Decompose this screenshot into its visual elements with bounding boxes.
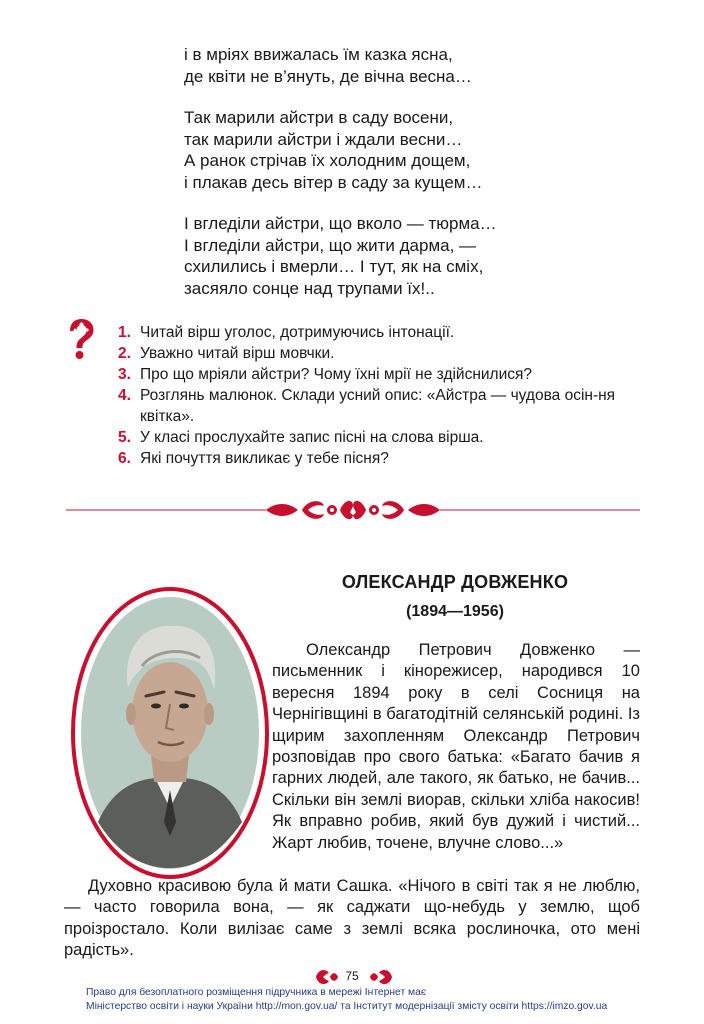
question-number: 3. — [118, 366, 131, 383]
footer — [86, 986, 646, 1014]
question-text: Уважно читай вірш мовчки. — [140, 345, 335, 362]
question-text: У класі прослухайте запис пісні на слова вірша. — [140, 429, 484, 446]
question-item — [118, 343, 640, 364]
footer-line: Право для безоплатного розміщення підручника в мережі Інтернет має — [86, 987, 427, 998]
questions-list — [118, 322, 640, 469]
question-item — [118, 448, 640, 469]
poem-stanza — [184, 44, 624, 87]
poem-line: Так марили айстри в саду восени, — [184, 108, 454, 127]
poem-line: де квіти не в’януть, де вічна весна… — [184, 66, 472, 86]
question-number: 1. — [118, 324, 131, 341]
question-text: Про що мріяли айстри? Чому їхні мрії не здійснилися? — [140, 366, 533, 383]
question-number: 5. — [118, 429, 131, 446]
question-number: 2. — [118, 345, 131, 362]
poem-line: А ранок стрічав їх холодним дощем, — [184, 151, 471, 170]
ornament-divider-icon — [66, 496, 640, 524]
question-text: Які почуття викликає у тебе пісня? — [140, 450, 389, 467]
page-number: 75 — [345, 969, 359, 983]
poem-line: схилились і вмерли… І тут, як на сміх, — [184, 257, 484, 276]
bio-title: ОЛЕКСАНДР ДОВЖЕНКО — [341, 572, 569, 592]
portrait-image — [70, 586, 270, 880]
question-item — [118, 322, 640, 343]
question-number: 4. — [118, 387, 131, 404]
question-item — [118, 364, 640, 385]
question-item — [118, 427, 640, 448]
footer-line: Міністерство освіти і науки України http://mon.gov.ua/ та Інститут модернізації змісту освіти https://imzo.gov.ua — [86, 1001, 608, 1012]
bio-years: (1894—1956) — [406, 603, 504, 620]
poem-line: і плакав десь вітер в саду за кущем… — [184, 172, 483, 192]
poem-stanza — [184, 107, 624, 193]
question-item — [118, 385, 640, 427]
poem-stanza — [184, 213, 624, 299]
bio-paragraph: Духовно красивою була й мати Сашка. «Нічого в світі так я не люблю, — часто говорила вона, — як саджати що-небудь у землю, щоб проізростало. Коли вилізає саме з землі всяка рослиночка, ото мені радість». — [64, 877, 640, 960]
question-mark-icon — [66, 318, 96, 360]
poem-line: І вгледіли айстри, що вколо — тюрма… — [184, 214, 497, 233]
poem-line: так марили айстри і ждали весни… — [184, 129, 463, 149]
question-text: Читай вірш уголос, дотримуючись інтонації. — [140, 324, 455, 341]
poem-line: засяяло сонце над трупами їх!.. — [184, 278, 435, 298]
poem — [184, 44, 624, 319]
bio-paragraph: Олександр Петрович Довженко — письменник і кінорежисер, народився 10 вересня 1894 року в селі Сосниця на Чернігівщині в багатодітній селянській родині. Із щирим захопленням Олександр Петрович розповідав про свого батька: «Багато бачив я гарних людей, але такого, як батько, не бачив... Скільки він землі виорав, скільки хліба накосив! Як вправно робив, який був дужий і чистий... Жарт любив, точене, влучне слово...» — [272, 641, 640, 852]
poem-line: і в мріях ввижалась їм казка ясна, — [184, 45, 453, 64]
poem-line: І вгледіли айстри, що жити дарма, — — [184, 235, 477, 255]
question-number: 6. — [118, 450, 131, 467]
question-text: Розглянь малюнок. Склади усний опис: «Айстра — чудова осін-ня квітка». — [140, 387, 616, 425]
